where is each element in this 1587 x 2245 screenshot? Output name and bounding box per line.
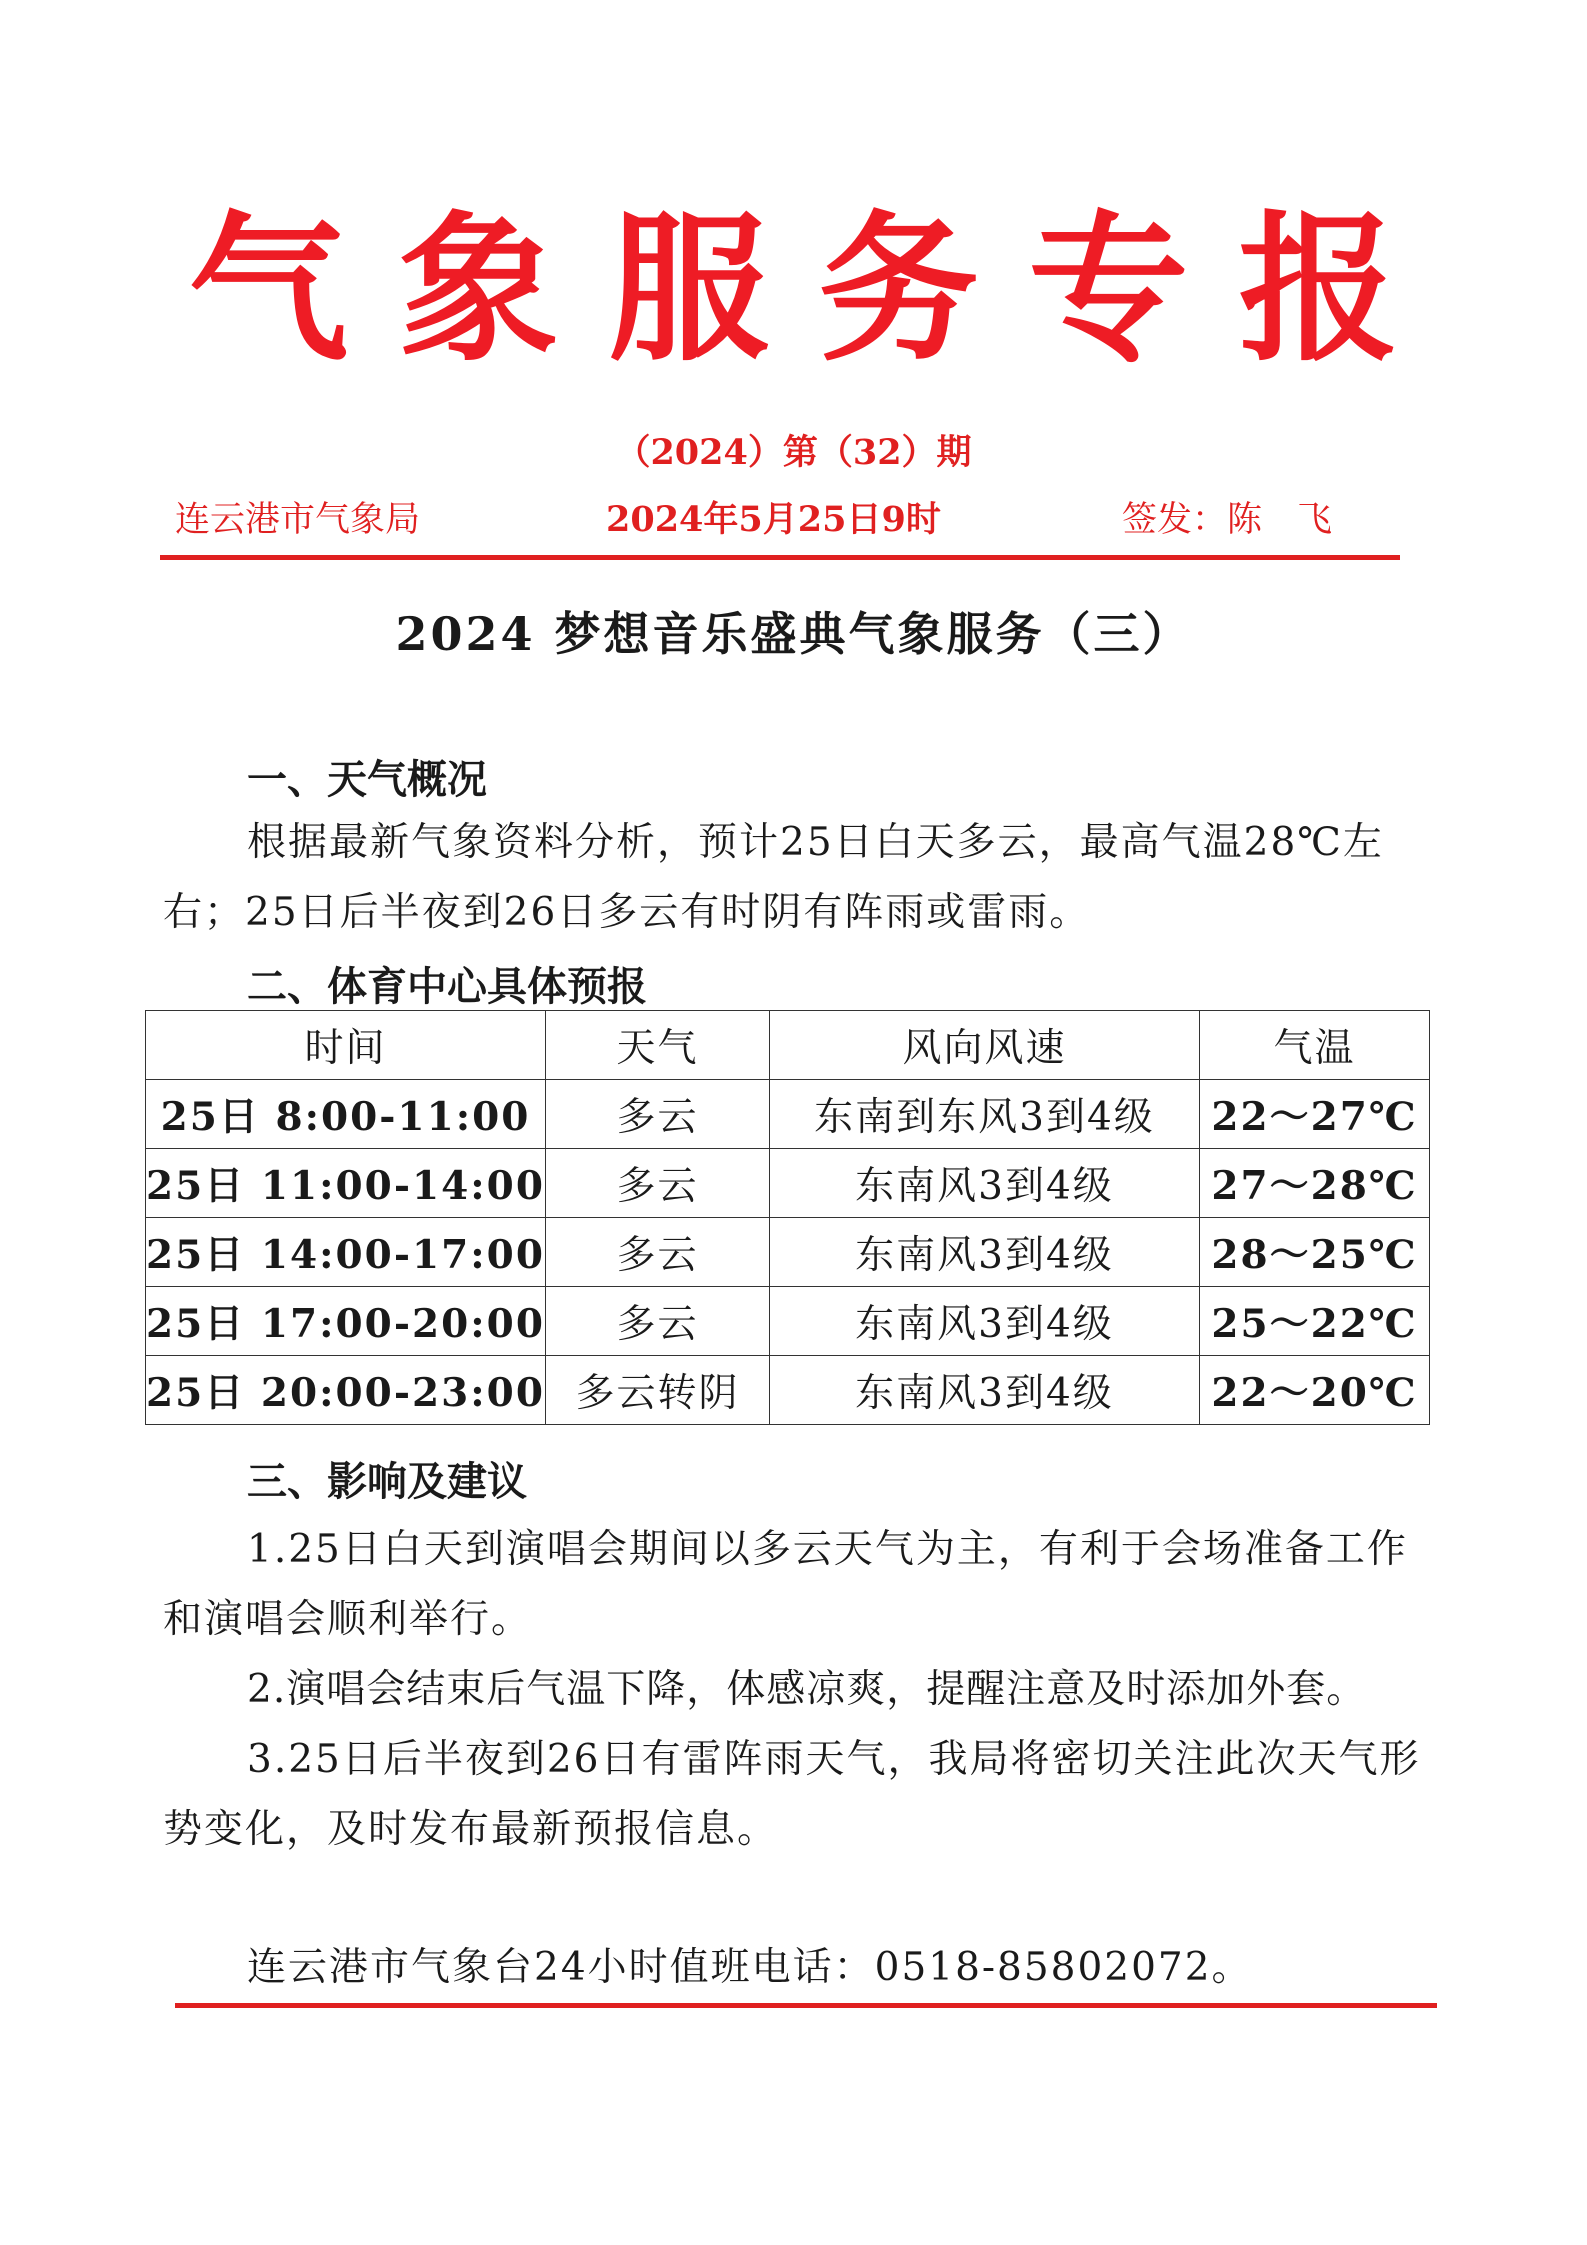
cell-temperature: 27～28℃	[1200, 1149, 1430, 1218]
cell-weather: 多云	[546, 1218, 770, 1287]
header-temperature: 气温	[1200, 1011, 1430, 1080]
section-heading-forecast: 二、体育中心具体预报	[247, 964, 647, 1010]
cell-time: 25日 11:00-14:00	[146, 1149, 546, 1218]
issuer: 连云港市气象局	[175, 500, 421, 540]
cell-weather: 多云	[546, 1080, 770, 1149]
header-wind: 风向风速	[770, 1011, 1200, 1080]
table-header-row	[146, 1011, 1430, 1080]
section-heading-overview: 一、天气概况	[247, 757, 487, 803]
cell-temperature: 28～25℃	[1200, 1218, 1430, 1287]
cell-weather: 多云	[546, 1287, 770, 1356]
masthead-title: 气象服务专报	[188, 196, 1449, 383]
document-title: 2024 梦想音乐盛典气象服务（三）	[395, 607, 1192, 661]
cell-weather: 多云	[546, 1149, 770, 1218]
issue-number: （2024）第（32）期	[615, 432, 972, 473]
cell-wind: 东南风3到4级	[770, 1287, 1200, 1356]
table-row	[146, 1287, 1430, 1356]
forecast-table	[145, 1010, 1430, 1425]
advice-item-3: 3.25日后半夜到26日有雷阵雨天气，我局将密切关注此次天气形势变化，及时发布最新预报信息。	[163, 1737, 1421, 1852]
cell-wind: 东南到东风3到4级	[770, 1080, 1200, 1149]
cell-time: 25日 14:00-17:00	[146, 1218, 546, 1287]
cell-temperature: 22～20℃	[1200, 1356, 1430, 1425]
table-row	[146, 1218, 1430, 1287]
header-time: 时间	[146, 1011, 546, 1080]
cell-wind: 东南风3到4级	[770, 1356, 1200, 1425]
cell-time: 25日 20:00-23:00	[146, 1356, 546, 1425]
advice-item-1: 1.25日白天到演唱会期间以多云天气为主，有利于会场准备工作和演唱会顺利举行。	[163, 1527, 1408, 1642]
cell-wind: 东南风3到4级	[770, 1218, 1200, 1287]
issue-datetime: 2024年5月25日9时	[606, 499, 941, 540]
table-row	[146, 1080, 1430, 1149]
cell-time: 25日 17:00-20:00	[146, 1287, 546, 1356]
section-heading-advice: 三、影响及建议	[247, 1459, 527, 1505]
signoff: 签发：陈 飞	[1122, 500, 1333, 540]
table-row	[146, 1149, 1430, 1218]
overview-paragraph: 根据最新气象资料分析，预计25日白天多云，最高气温28℃左右；25日后半夜到26日多云有时阴有阵雨或雷雨。	[163, 820, 1384, 935]
cell-temperature: 25～22℃	[1200, 1287, 1430, 1356]
hotline: 连云港市气象台24小时值班电话：0518-85802072。	[247, 1945, 1253, 1990]
cell-wind: 东南风3到4级	[770, 1149, 1200, 1218]
header-weather: 天气	[546, 1011, 770, 1080]
advice-item-2: 2.演唱会结束后气温下降，体感凉爽，提醒注意及时添加外套。	[247, 1667, 1367, 1712]
table-row	[146, 1356, 1430, 1425]
header-rule	[160, 555, 1400, 560]
cell-time: 25日 8:00-11:00	[146, 1080, 546, 1149]
footer-rule	[175, 2003, 1437, 2008]
cell-weather: 多云转阴	[546, 1356, 770, 1425]
cell-temperature: 22～27℃	[1200, 1080, 1430, 1149]
